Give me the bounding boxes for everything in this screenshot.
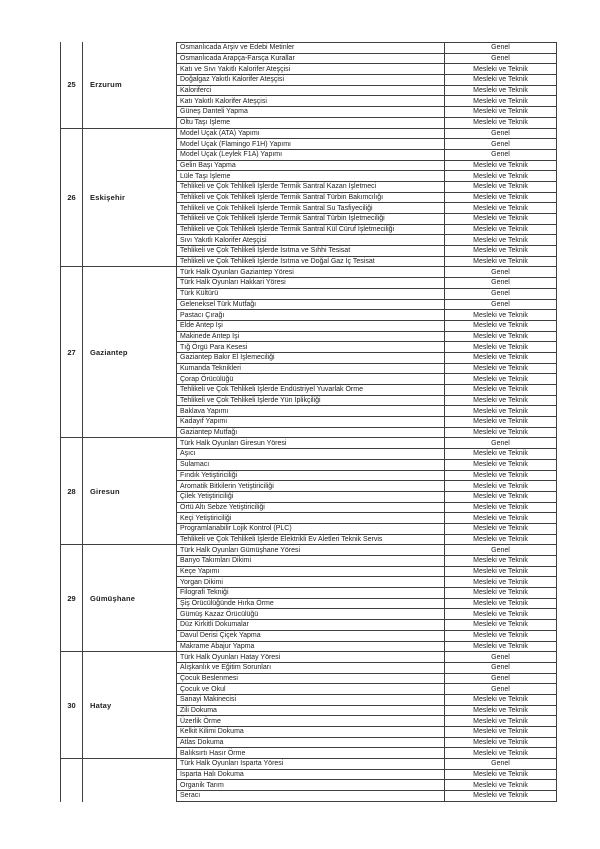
course-name-cell: Üzerlik Örme [177,716,445,726]
table-row [177,182,557,193]
table-row [177,609,557,620]
course-type-cell: Mesleki ve Teknik [445,695,557,705]
province-number: 26 [60,129,83,268]
table-row [177,267,557,278]
course-type-cell: Genel [445,150,557,160]
course-name-cell: Baklava Yapımı [177,406,445,416]
course-name-cell: Kaloriferci [177,86,445,96]
course-name-cell: Sanayi Makinecisi [177,695,445,705]
course-type-cell: Genel [445,278,557,288]
course-type-cell: Mesleki ve Teknik [445,332,557,342]
table-row [177,139,557,150]
course-name-cell: Model Uçak (ATA) Yapımı [177,129,445,139]
course-name-cell: Alışkanlık ve Eğitim Sorunları [177,663,445,673]
table-row [177,684,557,695]
course-name-cell: Türk Halk Oyunları Gümüşhane Yöresi [177,545,445,555]
table-row [177,428,557,439]
table-row [177,716,557,727]
course-name-cell: Filografi Tekniği [177,588,445,598]
course-type-cell: Mesleki ve Teknik [445,75,557,85]
course-name-cell: Model Uçak (Flamingo F1H) Yapımı [177,139,445,149]
table-row [177,225,557,236]
course-type-cell: Mesleki ve Teknik [445,310,557,320]
provinces-courses-table [60,42,557,802]
course-type-cell: Genel [445,438,557,448]
course-name-cell: Örtü Altı Sebze Yetiştiriciliği [177,503,445,513]
course-rows [177,545,557,652]
course-name-cell: Gaziantep Bakır El İşlemeciliği [177,353,445,363]
course-name-cell: Katı Yakıtlı Kalorifer Ateşçisi [177,96,445,106]
province-number: 30 [60,652,83,759]
course-type-cell: Mesleki ve Teknik [445,171,557,181]
table-row [177,396,557,407]
table-row [177,118,557,129]
course-type-cell: Genel [445,759,557,769]
course-type-cell: Genel [445,674,557,684]
course-type-cell: Mesleki ve Teknik [445,503,557,513]
province-number: 29 [60,545,83,652]
table-row [177,620,557,631]
course-type-cell: Mesleki ve Teknik [445,449,557,459]
course-name-cell: Türk Halk Oyunları Isparta Yöresi [177,759,445,769]
course-type-cell: Mesleki ve Teknik [445,556,557,566]
course-name-cell: Aromatik Bitkilerin Yetiştiriciliği [177,481,445,491]
course-type-cell: Mesleki ve Teknik [445,481,557,491]
course-name-cell: Tehlikeli ve Çok Tehlikeli İşlerde Isıtma ve Sıhhi Tesisat [177,246,445,256]
course-name-cell: Tehlikeli ve Çok Tehlikeli İşlerde Endüstriyel Yuvarlak Örme [177,385,445,395]
course-type-cell: Mesleki ve Teknik [445,235,557,245]
course-name-cell: Makrame Abajur Yapma [177,642,445,652]
table-row [177,342,557,353]
course-type-cell: Mesleki ve Teknik [445,642,557,652]
table-row [177,588,557,599]
course-type-cell: Mesleki ve Teknik [445,118,557,128]
table-row [177,663,557,674]
table-row [177,652,557,663]
table-row [177,193,557,204]
table-row [177,364,557,375]
course-type-cell: Mesleki ve Teknik [445,225,557,235]
course-name-cell: Katı ve Sıvı Yakıtlı Kalorifer Ateşçisi [177,64,445,74]
course-rows [177,759,557,802]
table-row [177,300,557,311]
course-type-cell: Genel [445,652,557,662]
course-type-cell: Mesleki ve Teknik [445,321,557,331]
table-row [177,460,557,471]
table-row [177,246,557,257]
course-type-cell: Genel [445,289,557,299]
course-type-cell: Mesleki ve Teknik [445,706,557,716]
table-row [177,406,557,417]
course-type-cell: Genel [445,267,557,277]
province-number: 25 [60,42,83,129]
course-name-cell: Türk Halk Oyunları Hakkari Yöresi [177,278,445,288]
table-row [177,567,557,578]
course-name-cell: Aşıcı [177,449,445,459]
course-type-cell: Genel [445,129,557,139]
course-type-cell: Mesleki ve Teknik [445,353,557,363]
course-type-cell: Genel [445,300,557,310]
province-section [60,438,557,545]
course-name-cell: Tehlikeli ve Çok Tehlikeli İşlerde Elektrikli Ev Aletleri Teknik Servis [177,535,445,545]
table-row [177,449,557,460]
table-row [177,86,557,97]
table-row [177,385,557,396]
province-section [60,759,557,802]
province-number: 27 [60,267,83,438]
table-row [177,503,557,514]
course-name-cell: Tehlikeli ve Çok Tehlikeli İşlerde Termik Santral Türbin İşletmeciliği [177,214,445,224]
course-type-cell: Mesleki ve Teknik [445,780,557,790]
course-name-cell: Türk Halk Oyunları Gaziantep Yöresi [177,267,445,277]
course-type-cell: Mesleki ve Teknik [445,406,557,416]
course-type-cell: Mesleki ve Teknik [445,631,557,641]
table-row [177,417,557,428]
course-name-cell: Tehlikeli ve Çok Tehlikeli İşlerde Termik Santral Kül Cüruf İşletmeciliği [177,225,445,235]
course-name-cell: Balıksırtı Hasır Örme [177,748,445,758]
course-name-cell: Oltu Taşı İşleme [177,118,445,128]
province-name: Eskişehir [83,129,177,268]
course-type-cell: Mesleki ve Teknik [445,193,557,203]
table-row [177,438,557,449]
course-rows [177,438,557,545]
province-section [60,652,557,759]
course-type-cell: Mesleki ve Teknik [445,524,557,534]
table-row [177,674,557,685]
course-name-cell: Keçe Yapımı [177,567,445,577]
course-type-cell: Genel [445,545,557,555]
course-type-cell: Mesleki ve Teknik [445,770,557,780]
table-row [177,695,557,706]
course-type-cell: Mesleki ve Teknik [445,716,557,726]
course-type-cell: Mesleki ve Teknik [445,374,557,384]
course-rows [177,42,557,129]
course-name-cell: Elde Antep İşi [177,321,445,331]
course-type-cell: Mesleki ve Teknik [445,609,557,619]
course-type-cell: Mesleki ve Teknik [445,535,557,545]
course-type-cell: Mesleki ve Teknik [445,64,557,74]
course-name-cell: Doğalgaz Yakıtlı Kalorifer Ateşçisi [177,75,445,85]
table-row [177,535,557,546]
province-name [83,759,177,802]
course-name-cell: Gümüş Kazaz Örücülüğü [177,609,445,619]
course-type-cell: Mesleki ve Teknik [445,342,557,352]
course-name-cell: Tehlikeli ve Çok Tehlikeli İşlerde Yün İplikçiliği [177,396,445,406]
table-row [177,577,557,588]
course-name-cell: Isparta Halı Dokuma [177,770,445,780]
course-name-cell: Lüle Taşı İşleme [177,171,445,181]
table-row [177,107,557,118]
table-row [177,599,557,610]
table-row [177,642,557,653]
course-name-cell: Gaziantep Mutfağı [177,428,445,438]
table-row [177,748,557,759]
table-row [177,278,557,289]
table-row [177,706,557,717]
province-number [60,759,83,802]
table-row [177,727,557,738]
course-type-cell: Mesleki ve Teknik [445,417,557,427]
course-type-cell: Mesleki ve Teknik [445,471,557,481]
province-section [60,129,557,268]
table-row [177,289,557,300]
course-type-cell: Mesleki ve Teknik [445,86,557,96]
course-type-cell: Mesleki ve Teknik [445,738,557,748]
course-name-cell: Kumanda Teknikleri [177,364,445,374]
province-name: Gümüşhane [83,545,177,652]
table-row [177,374,557,385]
course-name-cell: Türk Halk Oyunları Giresun Yöresi [177,438,445,448]
course-type-cell: Mesleki ve Teknik [445,588,557,598]
course-type-cell: Genel [445,684,557,694]
course-type-cell: Mesleki ve Teknik [445,396,557,406]
course-type-cell: Mesleki ve Teknik [445,620,557,630]
course-name-cell: Zili Dokuma [177,706,445,716]
course-type-cell: Mesleki ve Teknik [445,513,557,523]
province-name: Erzurum [83,42,177,129]
province-name: Giresun [83,438,177,545]
course-type-cell: Mesleki ve Teknik [445,257,557,267]
course-type-cell: Mesleki ve Teknik [445,107,557,117]
course-name-cell: Çorap Örücülüğü [177,374,445,384]
course-type-cell: Mesleki ve Teknik [445,748,557,758]
course-name-cell: Sulamacı [177,460,445,470]
course-name-cell: Makinede Antep İşi [177,332,445,342]
table-row [177,203,557,214]
table-row [177,545,557,556]
course-name-cell: Düz Kirkitli Dokumalar [177,620,445,630]
course-type-cell: Mesleki ve Teknik [445,428,557,438]
course-type-cell: Mesleki ve Teknik [445,727,557,737]
course-type-cell: Mesleki ve Teknik [445,182,557,192]
course-name-cell: Davul Derisi Çiçek Yapma [177,631,445,641]
table-row [177,791,557,802]
table-row [177,481,557,492]
course-name-cell: Gelin Başı Yapma [177,161,445,171]
course-name-cell: Osmanlıcada Arapça-Farsça Kurallar [177,54,445,64]
course-type-cell: Mesleki ve Teknik [445,460,557,470]
province-section [60,42,557,129]
course-name-cell: Seracı [177,791,445,801]
course-name-cell: Çilek Yetiştiriciliği [177,492,445,502]
table-row [177,524,557,535]
course-name-cell: Kelkit Kilimi Dokuma [177,727,445,737]
table-row [177,171,557,182]
table-row [177,64,557,75]
course-name-cell: Atlas Dokuma [177,738,445,748]
course-name-cell: Türk Halk Oyunları Hatay Yöresi [177,652,445,662]
course-name-cell: Fındık Yetiştiriciliği [177,471,445,481]
table-row [177,43,557,54]
table-row [177,321,557,332]
course-type-cell: Mesleki ve Teknik [445,599,557,609]
table-row [177,332,557,343]
course-name-cell: Organik Tarım [177,780,445,790]
course-name-cell: Türk Kültürü [177,289,445,299]
course-name-cell: Geleneksel Türk Mutfağı [177,300,445,310]
course-type-cell: Genel [445,139,557,149]
course-type-cell: Genel [445,43,557,53]
course-type-cell: Mesleki ve Teknik [445,577,557,587]
course-type-cell: Mesleki ve Teknik [445,246,557,256]
course-name-cell: Yorgan Dikimi [177,577,445,587]
course-name-cell: Kadayıf Yapımı [177,417,445,427]
table-row [177,631,557,642]
course-rows [177,267,557,438]
table-row [177,150,557,161]
table-row [177,738,557,749]
province-number: 28 [60,438,83,545]
course-name-cell: Çocuk Beslenmesi [177,674,445,684]
course-rows [177,652,557,759]
course-name-cell: Tığ Örgü Para Kesesi [177,342,445,352]
course-name-cell: Banyo Takımları Dikimi [177,556,445,566]
course-name-cell: Tehlikeli ve Çok Tehlikeli İşlerde Isıtma ve Doğal Gaz İç Tesisat [177,257,445,267]
course-type-cell: Mesleki ve Teknik [445,203,557,213]
course-name-cell: Osmanlıcada Arşiv ve Edebi Metinler [177,43,445,53]
course-name-cell: Sıvı Yakıtlı Kalorifer Ateşçisi [177,235,445,245]
course-type-cell: Mesleki ve Teknik [445,96,557,106]
course-name-cell: Programlanabilir Lojik Kontrol (PLC) [177,524,445,534]
table-row [177,214,557,225]
course-rows [177,129,557,268]
course-name-cell: Tehlikeli ve Çok Tehlikeli İşlerde Termik Santral Su Tasfiyeciliği [177,203,445,213]
course-type-cell: Mesleki ve Teknik [445,492,557,502]
table-row [177,492,557,503]
course-type-cell: Mesleki ve Teknik [445,385,557,395]
table-row [177,257,557,268]
course-name-cell: Çocuk ve Okul [177,684,445,694]
province-section [60,267,557,438]
province-name: Gaziantep [83,267,177,438]
province-name: Hatay [83,652,177,759]
table-row [177,780,557,791]
course-name-cell: Model Uçak (Leylek F1A) Yapımı [177,150,445,160]
table-row [177,75,557,86]
course-type-cell: Genel [445,663,557,673]
course-type-cell: Mesleki ve Teknik [445,791,557,801]
table-row [177,161,557,172]
table-row [177,129,557,140]
table-row [177,770,557,781]
table-row [177,759,557,770]
course-type-cell: Mesleki ve Teknik [445,364,557,374]
table-row [177,96,557,107]
course-name-cell: Keçi Yetiştiriciliği [177,513,445,523]
table-row [177,513,557,524]
course-name-cell: Tehlikeli ve Çok Tehlikeli İşlerde Termik Santral Kazan İşletmeci [177,182,445,192]
table-row [177,310,557,321]
course-type-cell: Mesleki ve Teknik [445,567,557,577]
table-row [177,556,557,567]
table-row [177,54,557,65]
table-row [177,353,557,364]
course-type-cell: Mesleki ve Teknik [445,161,557,171]
province-section [60,545,557,652]
course-name-cell: Tehlikeli ve Çok Tehlikeli İşlerde Termik Santral Türbin Bakımcılığı [177,193,445,203]
course-name-cell: Pastacı Çırağı [177,310,445,320]
table-row [177,471,557,482]
table-row [177,235,557,246]
course-name-cell: Güneş Danteli Yapma [177,107,445,117]
course-name-cell: Şiş Örücülüğünde Hırka Örme [177,599,445,609]
course-type-cell: Genel [445,54,557,64]
course-type-cell: Mesleki ve Teknik [445,214,557,224]
